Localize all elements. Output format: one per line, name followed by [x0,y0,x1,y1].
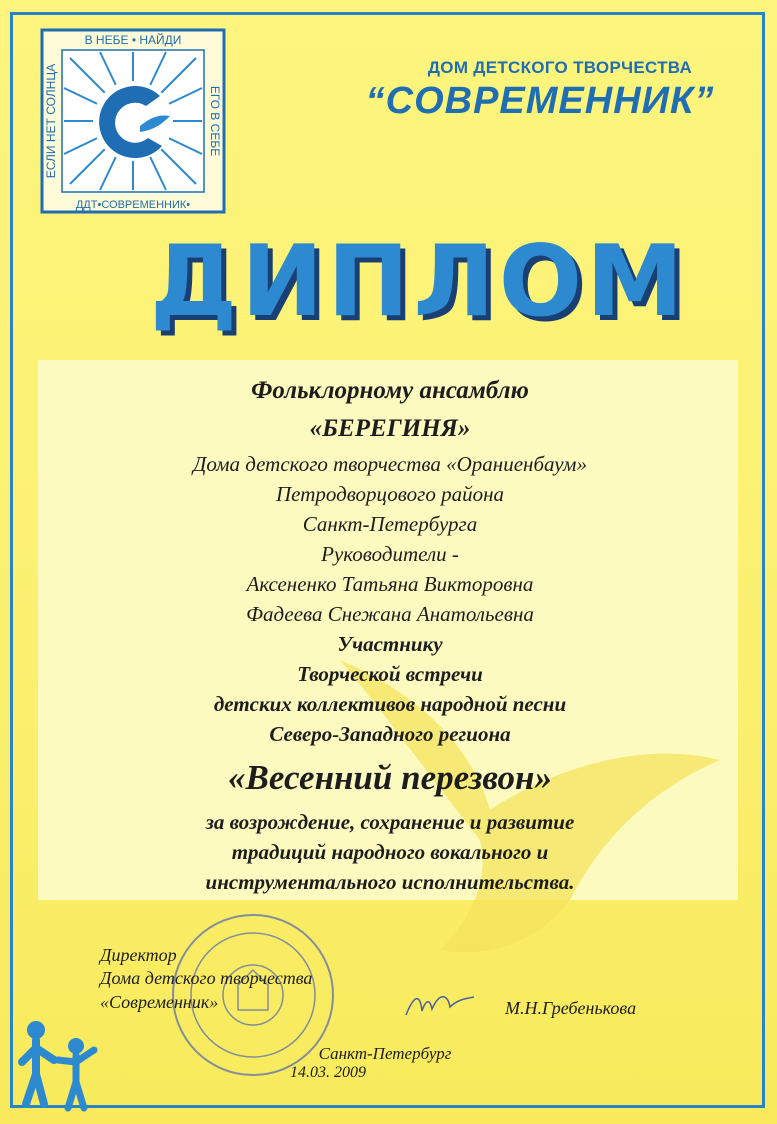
body-line: Фадеева Снежана Анатольевна [246,602,534,626]
children-figures-icon [14,1012,104,1112]
director-org-name: «Современник» [100,991,219,1012]
director-block [100,944,400,1014]
body-line: за возрождение, сохранение и развитие [205,810,575,834]
header-org-name: “СОВРЕМЕННИК” [365,80,715,122]
body-line: Участнику [337,632,443,656]
signature-icon [400,985,480,1025]
body-line: Петродворцового района [275,482,505,506]
body-line: традиций народного вокального и [231,840,549,864]
logo-ring-right: ЕГО В СЕБЕ [208,85,222,157]
body-line: детских коллективов народной песни [213,692,567,716]
logo-ring-left: ЕСЛИ НЕТ СОЛНЦА [44,63,58,179]
city-label: Санкт-Петербург [318,1044,452,1063]
director-name: М.Н.Гребенькова [505,998,637,1018]
body-line: инструментального исполнительства. [205,870,575,894]
logo-ring-bottom: ДДТ•СОВРЕМЕННИК• [75,199,191,211]
event-title: «Весенний перезвон» [228,758,552,797]
header-house-label: ДОМ ДЕТСКОГО ТВОРЧЕСТВА [427,58,693,77]
sun-logo [40,28,226,214]
date-label: 14.03. 2009 [290,1064,366,1081]
body-line: «БЕРЕГИНЯ» [309,415,471,442]
body-line: Фольклорному ансамблю [251,377,529,404]
logo-ring-top: В НЕБЕ • НАЙДИ [84,33,182,47]
body-line: Творческой встречи [297,662,483,686]
director-title: Директор [100,945,177,965]
body-line: Северо-Западного региона [269,722,511,746]
diploma-title: ДИПЛОМ [150,225,688,339]
body-line: Санкт-Петербурга [302,512,478,536]
director-org: Дома детского творчества [100,968,313,989]
body-line: Аксененко Татьяна Викторовна [246,572,534,596]
award-text [40,378,740,902]
body-line: Дома детского творчества «Ораниенбаум» [193,452,587,476]
body-line: Руководители - [321,542,459,566]
